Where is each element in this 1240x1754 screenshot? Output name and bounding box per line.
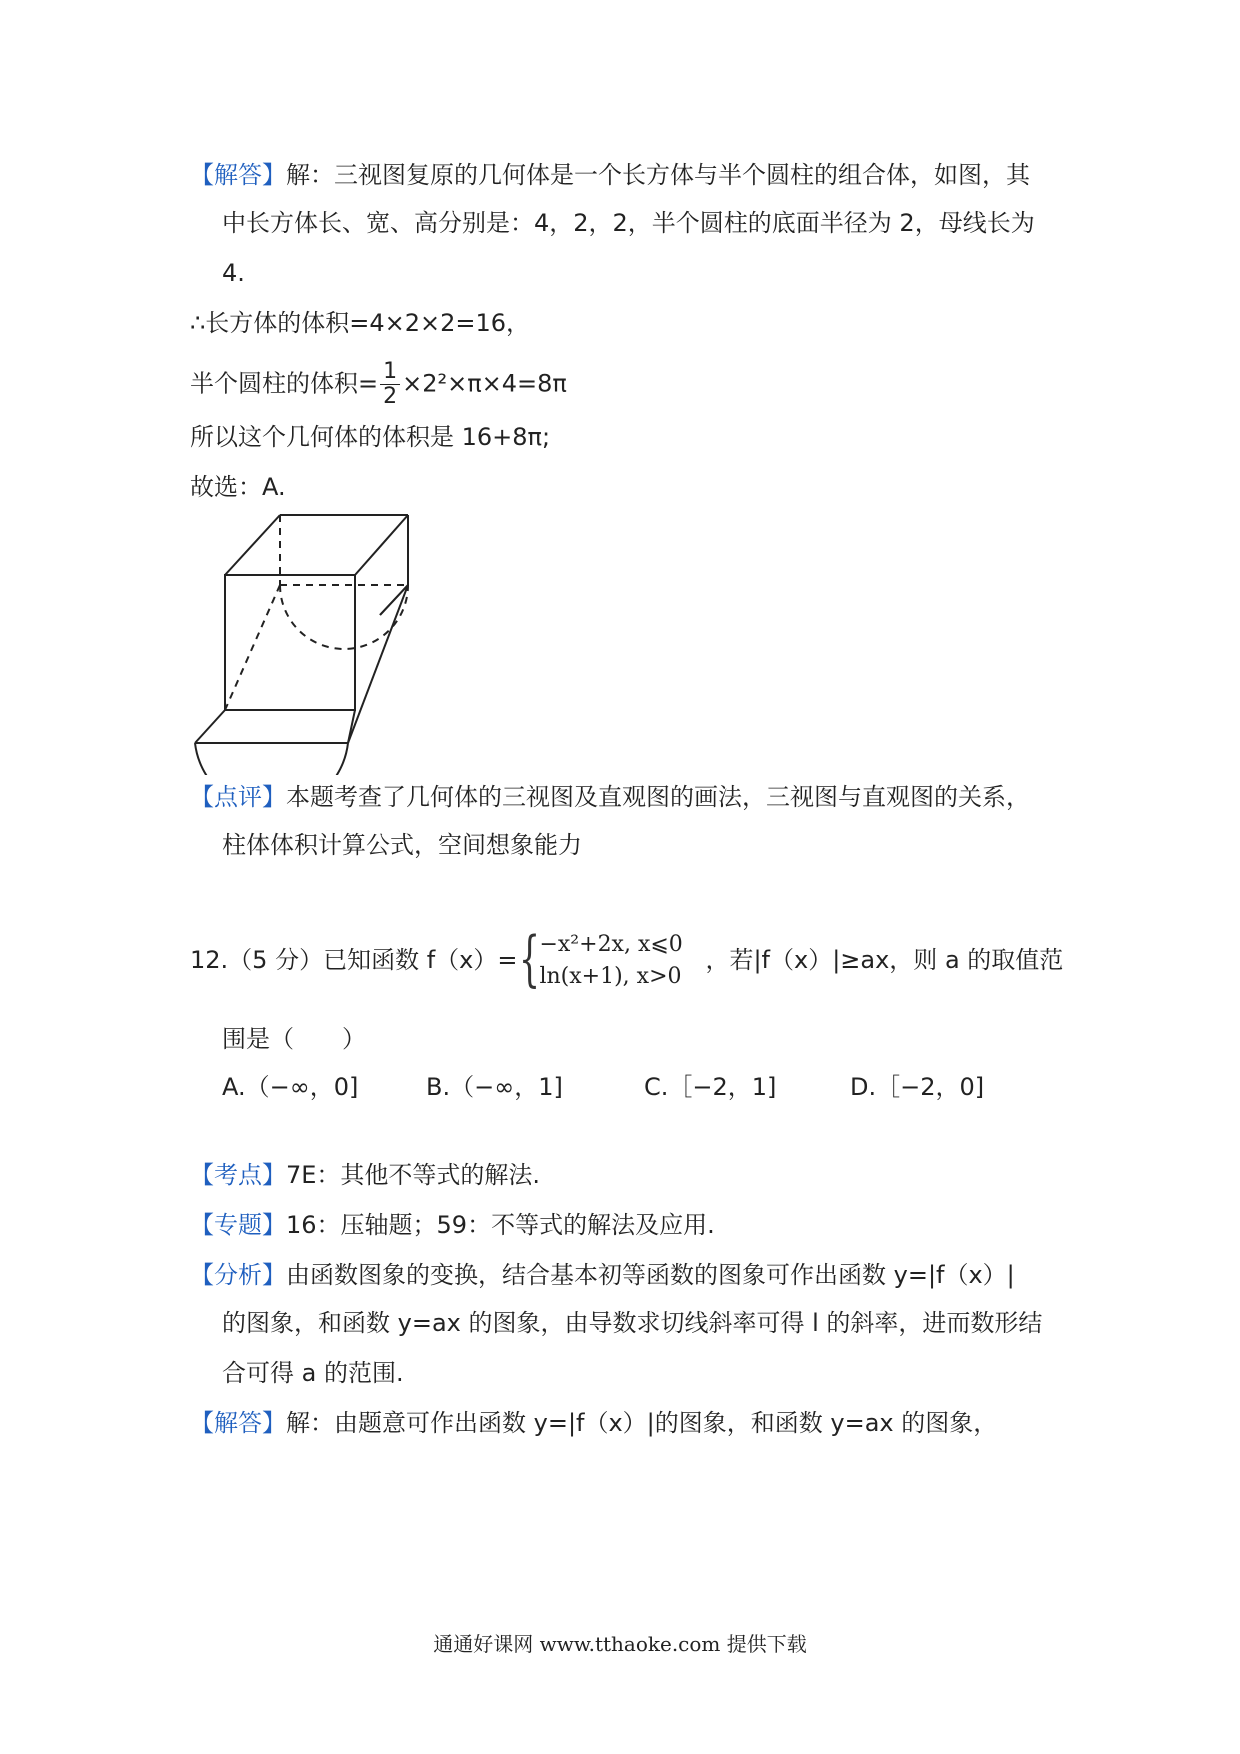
analysis-line-1: 【分析】由函数图象的变换，结合基本初等函数的图象可作出函数 y=|f（x）| <box>190 1261 1015 1289</box>
half-cylinder-volume-line: 半个圆柱的体积= $\frac{1}{2}$ ×2²×π×4=8π <box>190 359 567 409</box>
comment-line-1: 【点评】本题考查了几何体的三视图及直观图的画法，三视图与直观图的关系， <box>190 783 1030 811</box>
total-volume-line: 所以这个几何体的体积是 16+8π; <box>190 423 551 451</box>
answer-line-1: 【解答】解：三视图复原的几何体是一个长方体与半个圆柱的组合体，如图，其 <box>190 161 1030 189</box>
topic-line: 【专题】16：压轴题；59：不等式的解法及应用. <box>190 1211 715 1239</box>
topic-tag: 【专题】 <box>190 1211 286 1239</box>
footer: 通通好课网 www.tthaoke.com 提供下载 <box>433 1632 807 1656</box>
cuboid-volume-line: ∴长方体的体积=4×2×2=16， <box>190 309 531 337</box>
option-d: D.［−2，0] <box>850 1073 985 1101</box>
option-b: B.（−∞，1] <box>426 1073 563 1101</box>
geometry-figure <box>180 505 430 775</box>
option-c: C.［−2，1] <box>644 1073 777 1101</box>
answer-line-2: 中长方体长、宽、高分别是：4，2，2，半个圆柱的底面半径为 2，母线长为 <box>222 209 1035 237</box>
knowledge-point-tag: 【考点】 <box>190 1161 286 1189</box>
answer-tag: 【解答】 <box>190 161 286 189</box>
solution-tag: 【解答】 <box>190 1409 286 1437</box>
answer-line-3: 4. <box>222 259 245 287</box>
question-12-stem-2: 围是（ ） <box>222 1025 366 1053</box>
option-a: A.（−∞，0] <box>222 1073 359 1101</box>
fraction: $\frac{1}{2}$ <box>380 360 400 409</box>
analysis-line-2: 的图象，和函数 y=ax 的图象，由导数求切线斜率可得 l 的斜率，进而数形结 <box>222 1309 1043 1337</box>
comment-line-2: 柱体体积计算公式，空间想象能力 <box>222 831 582 859</box>
comment-tag: 【点评】 <box>190 783 286 811</box>
analysis-tag: 【分析】 <box>190 1261 286 1289</box>
piecewise-function: { −x²+2x, x⩽0 ln(x+1), x>0 <box>519 924 683 994</box>
question-12-stem: 12.（5 分）已知函数 f（x）= { −x²+2x, x⩽0 ln(x+1), x>0 ，若|f（x）|≥ax，则 a 的取值范 <box>190 924 1064 994</box>
analysis-line-3: 合可得 a 的范围. <box>222 1359 404 1387</box>
brace-icon: { <box>519 924 541 994</box>
choice-line: 故选：A. <box>190 473 286 501</box>
knowledge-point-line: 【考点】7E：其他不等式的解法. <box>190 1161 541 1189</box>
solution-line: 【解答】解：由题意可作出函数 y=|f（x）|的图象，和函数 y=ax 的图象， <box>190 1409 998 1437</box>
